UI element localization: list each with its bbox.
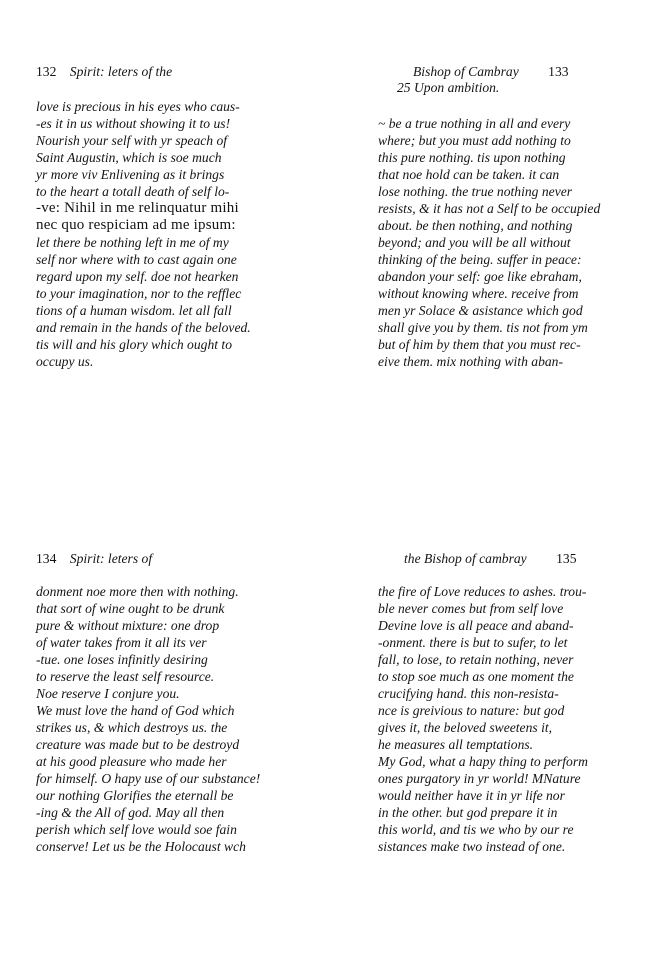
text-line: perish which self love would soe fain (36, 822, 237, 837)
running-title: Bishop of Cambray (413, 64, 519, 79)
text-line: to reserve the least self resource. (36, 669, 215, 684)
text-line: lose nothing. the true nothing never (378, 184, 573, 199)
section-heading: 25 Upon ambition. (397, 80, 500, 95)
running-title: Spirit: leters of the (69, 64, 173, 79)
text-line: and remain in the hands of the beloved. (36, 320, 251, 335)
latin-quote-line: -ve: Nihil in me relinquatur mihi (36, 200, 239, 216)
text-line: -onment. there is but to sufer, to let (378, 635, 568, 650)
text-line: tis will and his glory which ought to (36, 337, 232, 352)
text-line: My God, what a hapy thing to perform (378, 754, 588, 769)
text-line: he measures all temptations. (378, 737, 534, 752)
text-line: sistances make two instead of one. (378, 839, 566, 854)
text-line: occupy us. (36, 354, 94, 369)
page-number: 133 (548, 64, 569, 79)
text-line: -ing & the All of god. May all then (36, 805, 225, 820)
text-line: donment noe more then with nothing. (36, 584, 239, 599)
latin-quote-line: nec quo respiciam ad me ipsum: (36, 217, 236, 233)
text-line: regard upon my self. doe not hearken (36, 269, 239, 284)
text-line: ble never comes but from self love (378, 601, 564, 616)
text-line: We must love the hand of God which (36, 703, 235, 718)
text-line: this pure nothing. tis upon nothing (378, 150, 566, 165)
text-line: to your imagination, nor to the refflec (36, 286, 242, 301)
text-line: eive them. mix nothing with aban- (378, 354, 563, 369)
text-line: fall, to lose, to retain nothing, never (378, 652, 574, 667)
page-132-header (36, 64, 172, 80)
text-line: to the heart a totall death of self lo- (36, 184, 230, 199)
text-line: about. be then nothing, and nothing (378, 218, 573, 233)
text-line: shall give you by them. tis not from ym (378, 320, 588, 335)
text-line: men yr Solace & asistance which god (378, 303, 583, 318)
text-line: abandon your self: goe like ebraham, (378, 269, 582, 284)
text-line: to stop soe much as one moment the (378, 669, 574, 684)
text-line: where; but you must add nothing to (378, 133, 571, 148)
text-line: gives it, the beloved sweetens it, (378, 720, 553, 735)
page-number: 134 (36, 551, 57, 566)
page-number: 135 (556, 551, 577, 566)
text-line: the fire of Love reduces to ashes. trou- (378, 584, 587, 599)
text-line: this world, and tis we who by our re (378, 822, 574, 837)
text-line: conserve! Let us be the Holocaust wch (36, 839, 246, 854)
running-title: the Bishop of cambray (404, 551, 527, 566)
text-line: resists, & it has not a Self to be occupied (378, 201, 601, 216)
text-line: strikes us, & which destroys us. the (36, 720, 228, 735)
text-line: Nourish your self with yr speach of (36, 133, 228, 148)
text-line: pure & without mixture: one drop (36, 618, 220, 633)
text-line: self nor where with to cast again one (36, 252, 237, 267)
text-line: yr more viv Enlivening as it brings (36, 167, 225, 182)
text-line: beyond; and you will be all without (378, 235, 571, 250)
text-line: nce is greivious to nature: but god (378, 703, 565, 718)
text-line: our nothing Glorifies the eternall be (36, 788, 234, 803)
running-title: Spirit: leters of (69, 551, 153, 566)
text-line: Saint Augustin, which is soe much (36, 150, 222, 165)
text-line: ~ be a true nothing in all and every (378, 116, 571, 131)
text-line: love is precious in his eyes who caus- (36, 99, 240, 114)
text-line: for himself. O hapy use of our substance! (36, 771, 261, 786)
text-line: at his good pleasure who made her (36, 754, 227, 769)
text-line: -es it in us without showing it to us! (36, 116, 231, 131)
page-134-header (36, 551, 152, 567)
text-line: ones purgatory in yr world! MNature (378, 771, 581, 786)
text-line: tions of a human wisdom. let all fall (36, 303, 232, 318)
text-line: but of him by them that you must rec- (378, 337, 581, 352)
text-line: that noe hold can be taken. it can (378, 167, 560, 182)
text-line: of water takes from it all its ver (36, 635, 207, 650)
page-135-header (404, 551, 577, 567)
text-line: creature was made but to be destroyd (36, 737, 240, 752)
page-133-text (378, 115, 600, 370)
text-line: in the other. but god prepare it in (378, 805, 558, 820)
text-line: let there be nothing left in me of my (36, 235, 229, 250)
text-line: without knowing where. receive from (378, 286, 579, 301)
page-132-text (36, 98, 251, 370)
text-line: -tue. one loses infinitly desiring (36, 652, 208, 667)
text-line: thinking of the being. suffer in peace: (378, 252, 582, 267)
text-line: Devine love is all peace and aband- (378, 618, 574, 633)
page-135-text (378, 583, 588, 855)
page-number: 132 (36, 64, 57, 79)
page-134-text (36, 583, 260, 855)
text-line: Noe reserve I conjure you. (36, 686, 180, 701)
page-133-header (413, 64, 569, 80)
text-line: that sort of wine ought to be drunk (36, 601, 225, 616)
text-line: crucifying hand. this non-resista- (378, 686, 559, 701)
text-line: would neither have it in yr life nor (378, 788, 565, 803)
